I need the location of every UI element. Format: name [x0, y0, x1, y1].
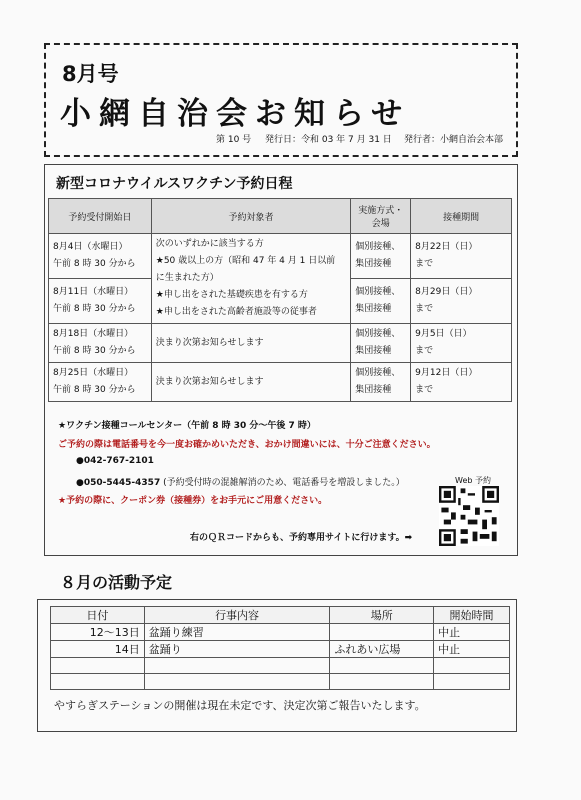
vaccine-header-method: 実施方式・会場: [351, 199, 411, 234]
table-row: 12～13日 盆踊り練習 中止: [51, 624, 510, 641]
qr-code-icon[interactable]: [439, 486, 499, 546]
qr-note: 右のＱＲコードからも、予約専用サイトに行けます。➡: [190, 533, 413, 543]
caution-text: ご予約の際は電話番号を今一度お確かめいただき、おかけ間違いには、十分ご注意ください。: [58, 440, 436, 450]
schedule-header-event: 行事内容: [144, 607, 330, 624]
schedule-title: ８月の活動予定: [60, 573, 173, 592]
table-row: 8月18日（水曜日） 午前 8 時 30 分から 決まり次第お知らせします 個別接種、 集団接種 9月5日（日） まで: [49, 324, 512, 363]
vaccine-title: 新型コロナウイルスワクチン予約日程: [56, 176, 293, 192]
coupon-notice: ★予約の際に、クーポン券（接種券）をお手元にご用意ください。: [58, 496, 328, 506]
table-row: 8月25日（水曜日） 午前 8 時 30 分から 決まり次第お知らせします 個別接種、 集団接種 9月12日（日） まで: [49, 363, 512, 402]
table-row: [51, 658, 510, 674]
phone-number-2: ●050-5445-4357: [76, 478, 161, 488]
issue-number: 第 10 号: [216, 135, 252, 145]
vaccine-header-period: 接種期間: [411, 199, 512, 234]
issue-date: 発行日：令和 03 年 7 月 31 日: [265, 135, 392, 145]
schedule-header-date: 日付: [51, 607, 145, 624]
page-title: 小網自治会お知らせ: [60, 96, 411, 132]
footer-note: やすらぎステーションの開催は現在未定です、決定次第ご報告いたします。: [54, 699, 426, 712]
table-row: 8月11日（水曜日） 午前 8 時 30 分から 個別接種、 集団接種 8月29日（日） まで: [49, 279, 512, 324]
table-row: 14日 盆踊り ふれあい広場 中止: [51, 641, 510, 658]
vaccine-header-start: 予約受付開始日: [49, 199, 152, 234]
table-row: 8月4日（水曜日） 午前 8 時 30 分から 次のいずれかに該当する方 ★50 歳以上の方（昭和 47 年 4 月 1 日以前 に生まれた方） ★申し出をされた基礎疾患を有する方 ★申し出をされた高齢者施設等の従事者 個別接種、 集団接種 8月22日（日） まで: [49, 234, 512, 279]
schedule-header-time: 開始時間: [434, 607, 510, 624]
web-reservation-label: Web 予約: [455, 476, 491, 485]
schedule-header-place: 場所: [330, 607, 434, 624]
target-merged-cell: 次のいずれかに該当する方 ★50 歳以上の方（昭和 47 年 4 月 1 日以前 に生まれた方） ★申し出をされた基礎疾患を有する方 ★申し出をされた高齢者施設等の従事者: [151, 234, 351, 324]
vaccine-table: [48, 198, 512, 402]
phone-number-1: ●042-767-2101: [76, 456, 154, 466]
schedule-table: [50, 606, 510, 690]
issue-label: 8月号: [62, 62, 119, 86]
table-row: [51, 674, 510, 690]
phone-note: (予約受付時の混雑解消のため、電話番号を増設しました。）: [163, 478, 405, 488]
call-center-label: ★ワクチン接種コールセンター（午前 8 時 30 分～午後 7 時）: [58, 421, 316, 431]
publisher: 発行者：小網自治会本部: [404, 135, 504, 145]
vaccine-header-target: 予約対象者: [151, 199, 351, 234]
